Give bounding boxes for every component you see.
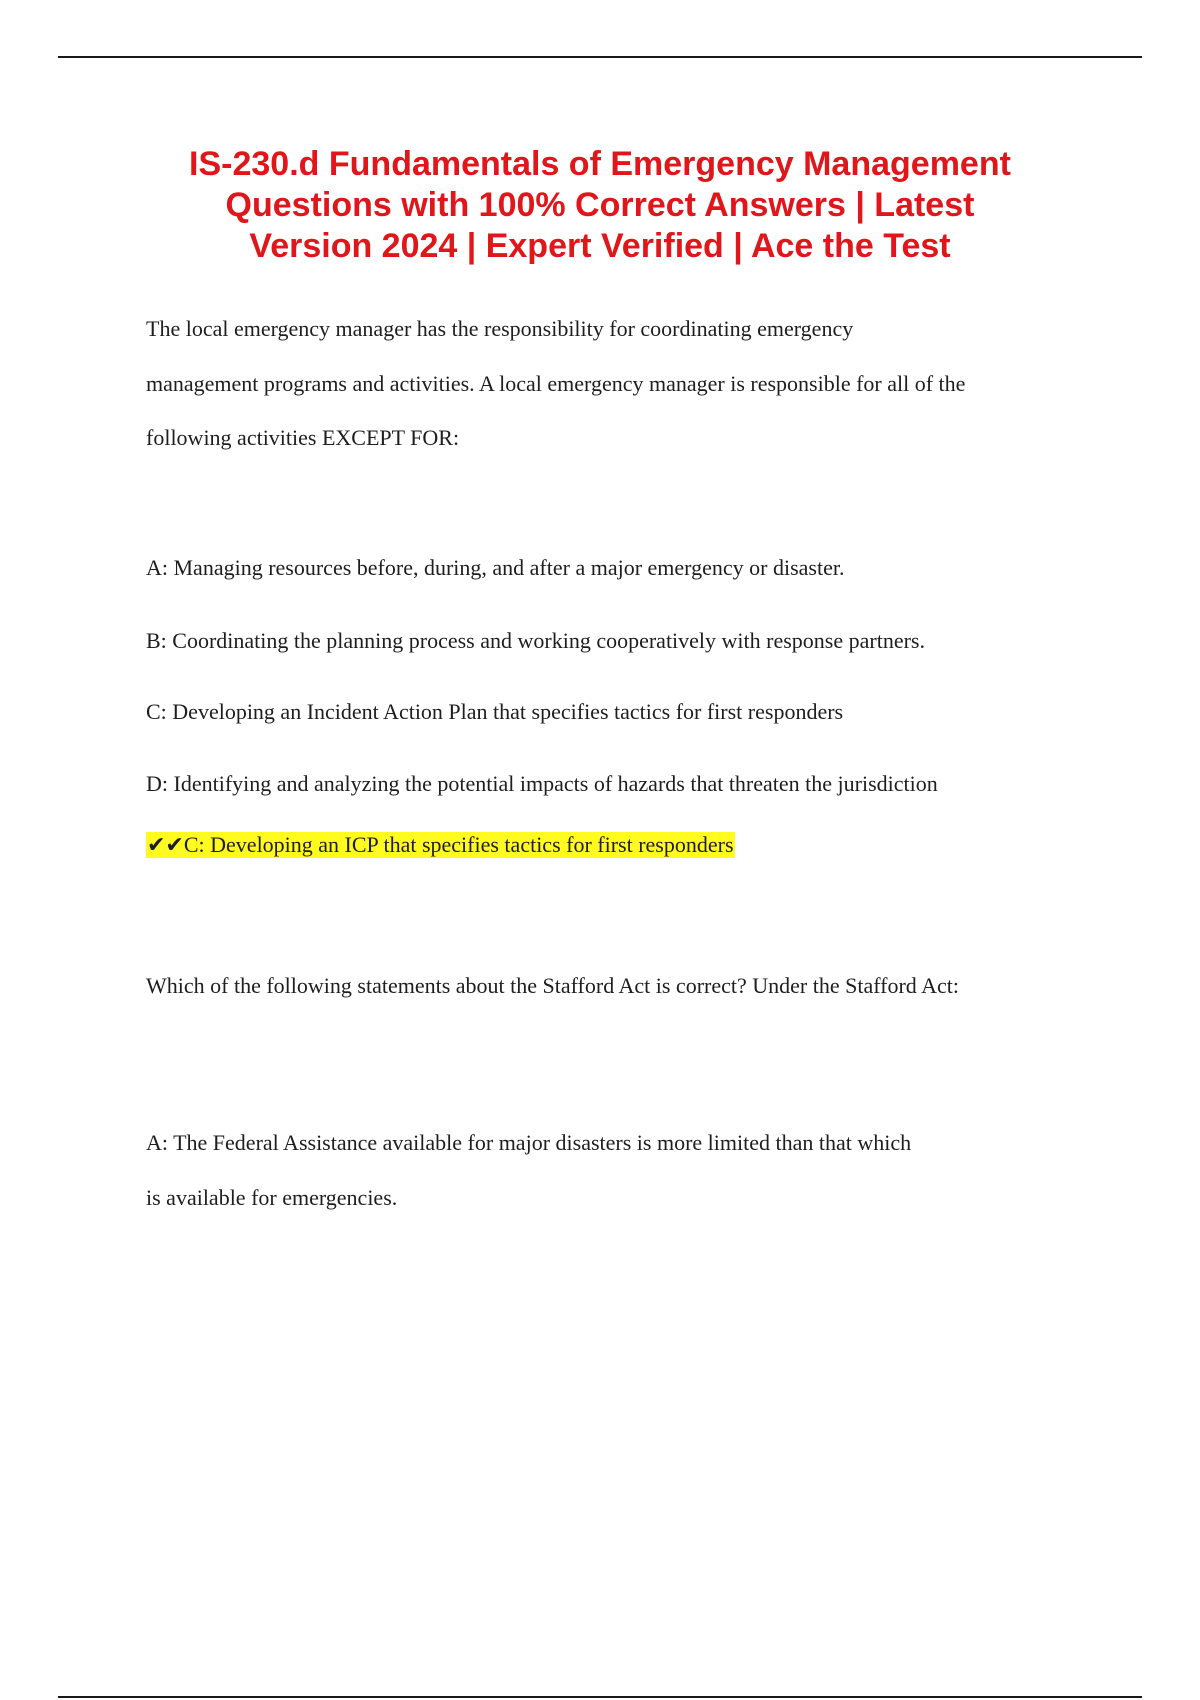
question-1-stem xyxy=(146,302,965,466)
document-title xyxy=(100,144,1100,267)
question-1-option-a: A: Managing resources before, during, and after a major emergency or disaster. xyxy=(146,555,845,580)
header-rule xyxy=(58,56,1142,58)
footer-rule xyxy=(58,1696,1142,1698)
question-1-stem-line: following activities EXCEPT FOR: xyxy=(146,425,460,450)
question-2-option-a-line: is available for emergencies. xyxy=(146,1184,398,1210)
title-line: Questions with 100% Correct Answers | Latest xyxy=(225,186,975,224)
question-1-highlighted-answer: ✔✔C: Developing an ICP that specifies tactics for first responders xyxy=(147,832,734,857)
question-1-stem-line: management programs and activities. A local emergency manager is responsible for all of the xyxy=(146,370,966,396)
question-1-option-c: C: Developing an Incident Action Plan that specifies tactics for first responders xyxy=(146,699,844,724)
title-line: IS-230.d Fundamentals of Emergency Management xyxy=(189,145,1011,183)
question-2-option-a xyxy=(146,1116,911,1225)
question-1-option-b: B: Coordinating the planning process and working cooperatively with response partners. xyxy=(146,628,925,653)
question-2-stem: Which of the following statements about the Stafford Act is correct? Under the Stafford Act: xyxy=(146,973,959,998)
question-1-option-d: D: Identifying and analyzing the potential impacts of hazards that threaten the jurisdiction xyxy=(146,771,938,796)
question-1-stem-line: The local emergency manager has the responsibility for coordinating emergency xyxy=(146,316,854,341)
question-2-option-a-line: A: The Federal Assistance available for major disasters is more limited than that which xyxy=(146,1130,912,1155)
title-line: Version 2024 | Expert Verified | Ace the Test xyxy=(249,227,951,265)
